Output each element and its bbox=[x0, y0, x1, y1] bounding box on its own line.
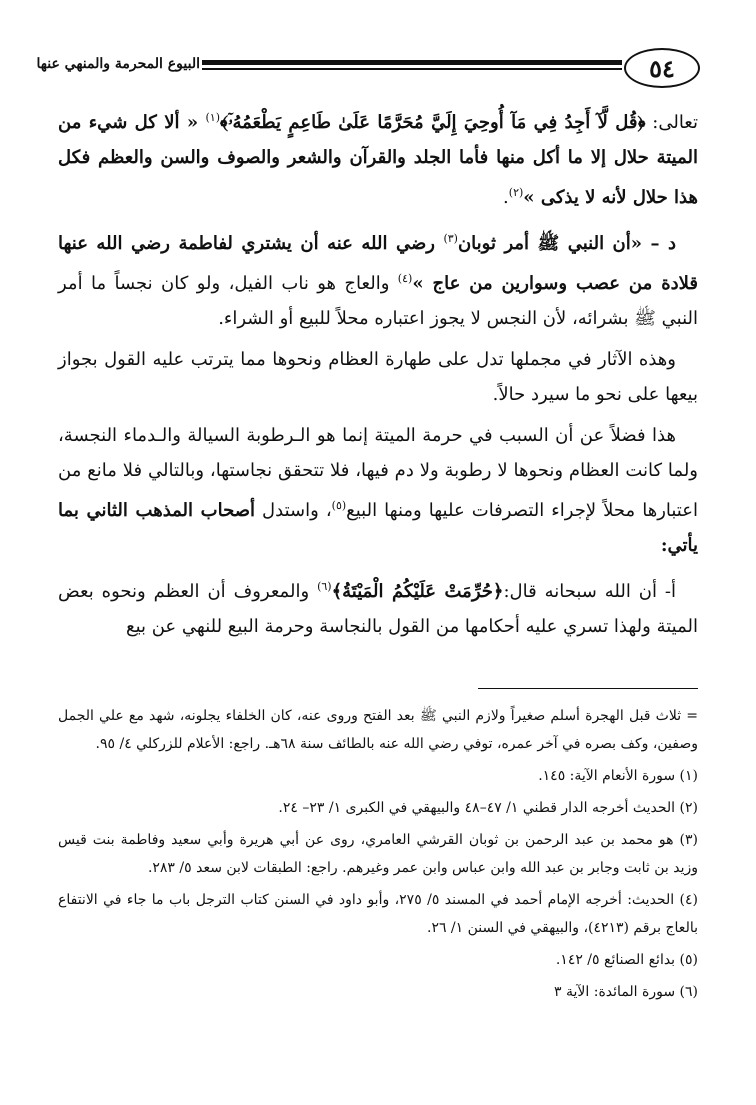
quran-verse-2: ﴿حُرِّمَتْ عَلَيْكُمُ الْمَيْتَةُ﴾ bbox=[331, 581, 504, 602]
body-text bbox=[58, 100, 698, 650]
footnote-continued: = ثلاث قبل الهجرة أسلم صغيراً ولازم النبي ﷺ بعد الفتح وروى عنه، كان الخلفاء يجلونه، شهد مع علي الجمل وصفين، وكف بصره في آخر عمره، توفي رضي الله عنه بالطائف سنة ٦٨هـ. راجع: الأعلام للزركلي ٤/ ٩٥. bbox=[58, 708, 698, 752]
header-rule-thick bbox=[202, 60, 622, 65]
p1-lead: تعالى: bbox=[645, 112, 698, 133]
header-rule-thin bbox=[202, 68, 622, 70]
quran-verse-1: ﴿قُل لَّآ أَجِدُ فِي مَآ أُوحِيَ إِلَيَّ مُحَرَّمًا عَلَىٰ طَاعِمٍ يَطْعَمُهُۥٓ﴾ bbox=[220, 112, 646, 133]
page-number: ٥٤ bbox=[624, 48, 700, 88]
p2-lead: د – «أن النبي ﷺ أمر ثوبان bbox=[457, 233, 676, 254]
footnote-ref-5: (٥) bbox=[331, 499, 347, 512]
p4-bold: أصحاب المذهب الثاني بما يأتي: bbox=[58, 500, 698, 556]
page-header bbox=[36, 48, 700, 96]
paragraph-3: وهذه الآثار في مجملها تدل على طهارة العظام ونحوها مما يترتب عليه القول بجواز بيعها على نحو ما سيرد حالاً. bbox=[58, 349, 698, 405]
footnotes bbox=[58, 702, 698, 1010]
p4-text: هذا فضلاً عن أن السبب في حرمة الميتة إنما هو الـرطوبة السيالة والـدماء النجسة، ولما كانت العظام ونحوها لا رطوبة ولا دم فيها، فلا تتحقق نجاستها، وبالتالي فلا مانع من اعتبارها محلاً لإجراء التصرفات عليها ومنها البيع bbox=[58, 425, 698, 521]
footnote-ref-3: (٣) bbox=[443, 232, 458, 245]
p2-text: والعاج هو ناب الفيل، ولو كان نجساً ما أمر النبي ﷺ بشرائه، لأن النجس لا يجوز اعتباره محلاً للبيع أو الشراء. bbox=[58, 273, 698, 329]
footnote-ref-2: (٢) bbox=[508, 186, 524, 199]
footnote-ref-1: (١) bbox=[205, 111, 221, 124]
p5-text: والمعروف أن العظم ونحوه بعض الميتة ولهذا تسري عليه أحكامها من القول بالنجاسة وحرمة البيع للنهي عن بيع bbox=[58, 581, 698, 637]
footnote-2: (٢) الحديث أخرجه الدار قطني ١/ ٤٧–٤٨ والبيهقي في الكبرى ١/ ٢٣– ٢٤. bbox=[278, 800, 698, 816]
p1-tail: . bbox=[503, 187, 509, 208]
running-title: البيوع المحرمة والمنهي عنها bbox=[36, 56, 200, 72]
hadith-text-1: « ألا كل شيء من الميتة حلال إلا ما أكل منها فأما الجلد والقرآن والشعر والصوف والسن والعظم فكل هذا حلال لأنه لا يذكى » bbox=[58, 112, 698, 208]
p5-lead: أ- أن الله سبحانه قال: bbox=[503, 581, 677, 602]
footnote-ref-6: (٦) bbox=[317, 580, 332, 593]
p4-mid: ، واستدل bbox=[254, 500, 332, 521]
p2-mid: رضي الله عنه أن يشتري لفاطمة رضي الله عنها قلادة من عصب وسوارين من عاج » bbox=[58, 233, 698, 294]
footnote-3: (٣) هو محمد بن عبد الرحمن بن ثوبان القرشي العامري، روى عن أبي هريرة وأبي سعيد وفاطمة بنت قيس وزيد بن ثابت وجابر بن عبد الله وابن عباس وابن عمر وغيرهم. راجع: الطبقات لابن سعد ٥/ ٢٨٣. bbox=[58, 832, 698, 876]
footnote-4: (٤) الحديث: أخرجه الإمام أحمد في المسند ٥/ ٢٧٥، وأبو داود في السنن كتاب الترجل باب ما جاء في الانتفاع بالعاج برقم (٤٢١٣)، والبيهقي في السنن ١/ ٢٦. bbox=[58, 892, 698, 936]
footnote-5: (٥) بدائع الصنائع ٥/ ١٤٢. bbox=[555, 952, 698, 968]
paragraph-5 bbox=[58, 569, 698, 644]
footnote-ref-4: (٤) bbox=[397, 272, 413, 285]
paragraph-1 bbox=[58, 100, 698, 215]
footnote-6: (٦) سورة المائدة: الآية ٣ bbox=[554, 984, 698, 1000]
paragraph-4 bbox=[58, 418, 698, 563]
footnote-separator bbox=[478, 688, 698, 689]
footnote-1: (١) سورة الأنعام الآية: ١٤٥. bbox=[538, 768, 698, 784]
paragraph-2 bbox=[58, 221, 698, 336]
